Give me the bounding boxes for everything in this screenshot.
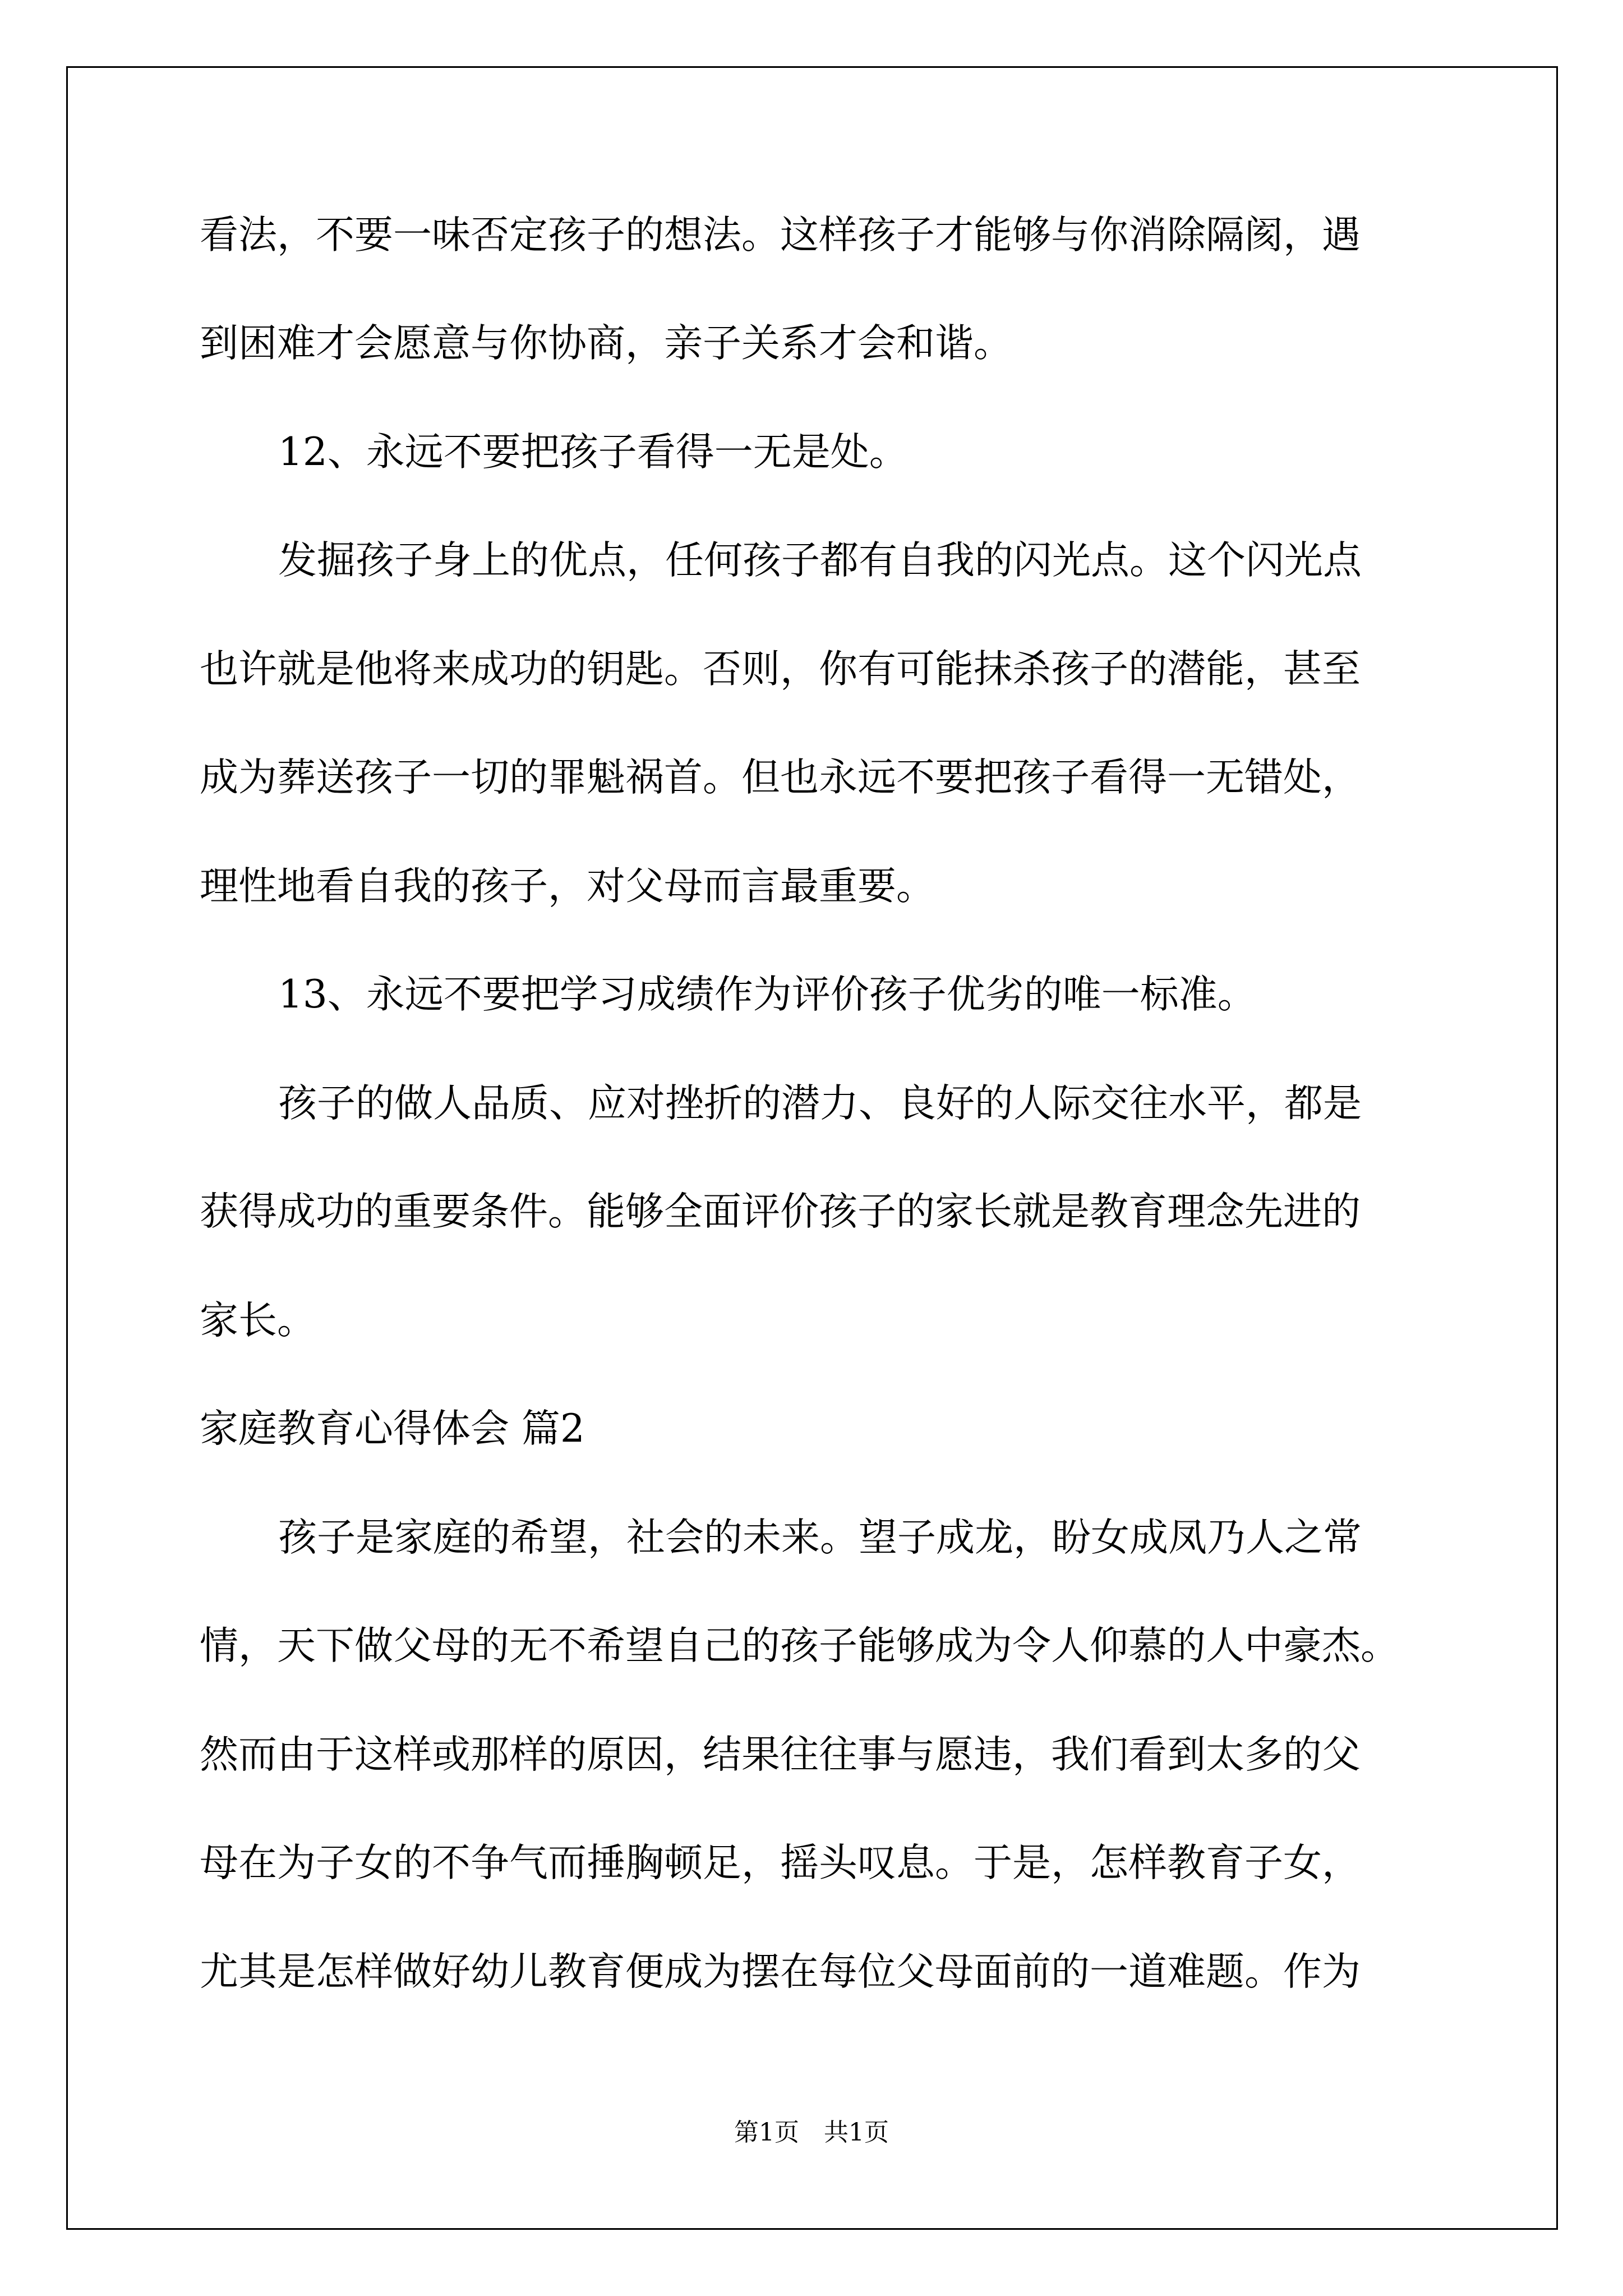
paragraph-line: 家长。 [200,1298,316,1343]
paragraph-line: 理性地看自我的孩子，对父母而言最重要。 [200,864,935,909]
paragraph-line: 也许就是他将来成功的钥匙。否则，你有可能抹杀孩子的潜能，甚至 [200,647,1361,692]
paragraph-line: 看法，不要一味否定孩子的想法。这样孩子才能够与你消除隔阂，遇 [200,213,1361,257]
page-border [66,66,1558,2230]
paragraph-line: 发掘孩子身上的优点，任何孩子都有自我的闪光点。这个闪光点 [278,538,1362,583]
paragraph-line: 获得成功的重要条件。能够全面评价孩子的家长就是教育理念先进的 [200,1189,1361,1234]
section-heading: 家庭教育心得体会 篇2 [200,1406,585,1451]
paragraph-line: 然而由于这样或那样的原因，结果往往事与愿违，我们看到太多的父 [200,1732,1361,1777]
paragraph-line: 成为葬送孩子一切的罪魁祸首。但也永远不要把孩子看得一无错处， [200,755,1361,800]
paragraph-line: 到困难才会愿意与你协商，亲子关系才会和谐。 [200,321,1012,366]
page-footer: 第1页 共1页 [734,2118,889,2147]
paragraph-line: 情，天下做父母的无不希望自己的孩子能够成为令人仰慕的人中豪杰。 [200,1623,1399,1668]
paragraph-line: 尤其是怎样做好幼儿教育便成为摆在每位父母面前的一道难题。作为 [200,1949,1361,1994]
paragraph-line: 12、永远不要把孩子看得一无是处。 [278,430,908,475]
paragraph-line: 孩子的做人品质、应对挫折的潜力、良好的人际交往水平，都是 [278,1081,1362,1126]
paragraph-line: 孩子是家庭的希望，社会的未来。望子成龙，盼女成凤乃人之常 [278,1515,1362,1560]
paragraph-line: 母在为子女的不争气而捶胸顿足，摇头叹息。于是，怎样教育子女， [200,1841,1361,1885]
paragraph-line: 13、永远不要把学习成绩作为评价孩子优劣的唯一标准。 [278,972,1256,1017]
